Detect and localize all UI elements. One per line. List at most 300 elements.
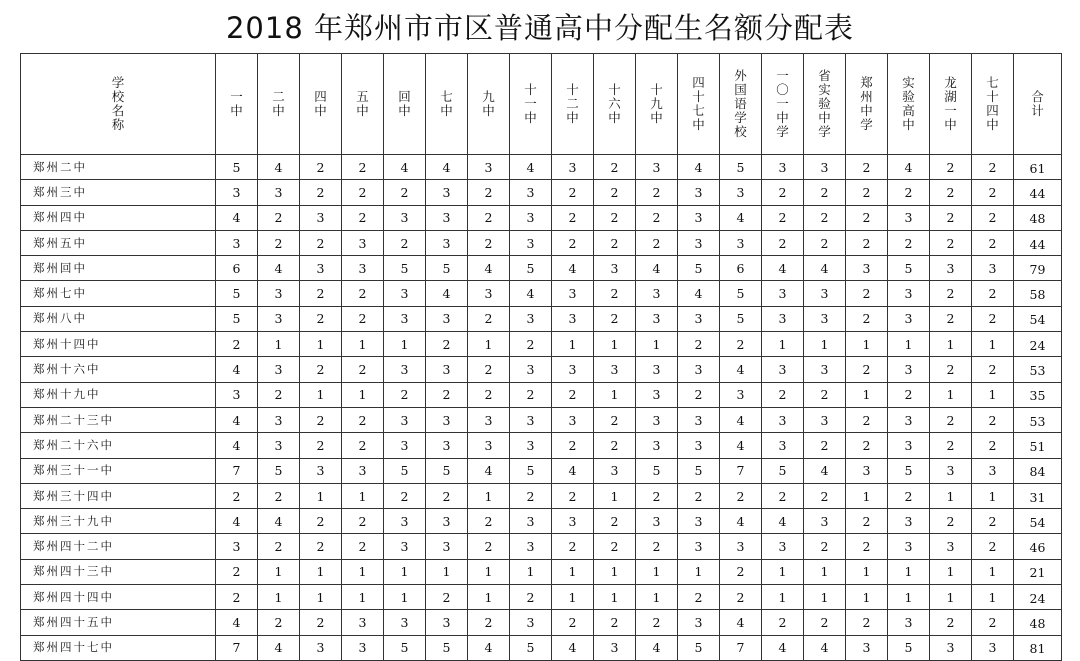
quota-cell: 3 [678,180,720,205]
quota-cell: 5 [510,256,552,281]
quota-cell: 3 [426,205,468,230]
quota-cell: 2 [594,281,636,306]
quota-cell: 2 [594,205,636,230]
quota-cell: 2 [300,230,342,255]
total-cell: 58 [1014,281,1062,306]
quota-cell: 3 [510,205,552,230]
quota-cell: 2 [930,509,972,534]
quota-cell: 3 [972,458,1014,483]
column-header: 实验高中 [888,54,930,155]
quota-cell: 5 [636,458,678,483]
quota-cell: 6 [720,256,762,281]
school-name-cell: 郑州七中 [21,281,216,306]
quota-cell: 1 [930,483,972,508]
quota-cell: 3 [384,509,426,534]
quota-cell: 1 [972,382,1014,407]
table-row [21,230,1062,255]
quota-cell: 1 [468,332,510,357]
quota-cell: 1 [636,585,678,610]
quota-cell: 2 [510,483,552,508]
quota-cell: 2 [930,281,972,306]
column-header: 外国语学校 [720,54,762,155]
table-body [21,155,1062,661]
quota-cell: 2 [972,433,1014,458]
quota-cell: 6 [216,256,258,281]
quota-cell: 4 [552,256,594,281]
quota-cell: 2 [594,610,636,635]
quota-cell: 2 [972,205,1014,230]
quota-cell: 1 [342,483,384,508]
quota-cell: 3 [720,382,762,407]
quota-cell: 2 [678,585,720,610]
quota-cell: 3 [258,180,300,205]
quota-cell: 4 [258,635,300,660]
quota-cell: 5 [888,256,930,281]
quota-cell: 3 [636,306,678,331]
quota-cell: 2 [636,230,678,255]
quota-cell: 1 [636,332,678,357]
quota-cell: 3 [426,180,468,205]
total-cell: 84 [1014,458,1062,483]
total-cell: 81 [1014,635,1062,660]
quota-cell: 2 [930,230,972,255]
quota-cell: 2 [636,180,678,205]
quota-cell: 1 [258,559,300,584]
quota-cell: 2 [594,230,636,255]
school-name-cell: 郑州二十六中 [21,433,216,458]
quota-cell: 2 [594,155,636,180]
quota-cell: 2 [972,306,1014,331]
quota-cell: 3 [804,407,846,432]
quota-cell: 3 [468,407,510,432]
quota-cell: 2 [342,534,384,559]
quota-cell: 2 [594,433,636,458]
quota-cell: 1 [426,559,468,584]
quota-cell: 2 [258,205,300,230]
quota-cell: 4 [510,155,552,180]
total-cell: 44 [1014,230,1062,255]
quota-cell: 3 [258,306,300,331]
school-name-cell: 郑州三十一中 [21,458,216,483]
quota-cell: 4 [216,357,258,382]
quota-cell: 2 [972,407,1014,432]
quota-cell: 2 [552,205,594,230]
quota-cell: 2 [930,407,972,432]
quota-cell: 1 [552,559,594,584]
total-cell: 61 [1014,155,1062,180]
quota-cell: 2 [552,433,594,458]
quota-cell: 1 [888,585,930,610]
quota-cell: 2 [888,483,930,508]
quota-cell: 3 [300,458,342,483]
school-name-cell: 郑州二十三中 [21,407,216,432]
quota-cell: 3 [384,610,426,635]
school-name-cell: 郑州四十四中 [21,585,216,610]
quota-cell: 1 [552,332,594,357]
quota-cell: 2 [762,230,804,255]
quota-cell: 4 [762,256,804,281]
quota-cell: 4 [468,458,510,483]
quota-cell: 1 [972,483,1014,508]
quota-cell: 4 [426,155,468,180]
school-name-cell: 郑州八中 [21,306,216,331]
quota-cell: 1 [594,332,636,357]
quota-cell: 4 [636,256,678,281]
school-name-cell: 郑州四十五中 [21,610,216,635]
quota-cell: 3 [426,407,468,432]
total-cell: 31 [1014,483,1062,508]
quota-cell: 3 [678,306,720,331]
quota-cell: 3 [636,382,678,407]
table-row [21,458,1062,483]
quota-cell: 5 [216,281,258,306]
quota-cell: 3 [258,433,300,458]
quota-cell: 2 [426,382,468,407]
quota-cell: 3 [552,357,594,382]
quota-cell: 3 [636,433,678,458]
quota-cell: 2 [300,509,342,534]
quota-cell: 5 [258,458,300,483]
column-header: 十一中 [510,54,552,155]
school-name-cell: 郑州三十九中 [21,509,216,534]
quota-cell: 5 [384,458,426,483]
quota-cell: 2 [972,155,1014,180]
quota-cell: 3 [888,205,930,230]
quota-cell: 2 [258,610,300,635]
quota-cell: 1 [804,559,846,584]
quota-cell: 3 [762,306,804,331]
quota-cell: 5 [510,635,552,660]
quota-cell: 3 [762,155,804,180]
quota-cell: 3 [678,509,720,534]
quota-cell: 2 [552,534,594,559]
quota-cell: 2 [930,610,972,635]
quota-cell: 4 [468,635,510,660]
quota-cell: 4 [258,509,300,534]
table-row [21,256,1062,281]
quota-cell: 3 [594,357,636,382]
quota-cell: 2 [468,357,510,382]
total-cell: 35 [1014,382,1062,407]
school-name-cell: 郑州四十二中 [21,534,216,559]
quota-cell: 3 [426,306,468,331]
quota-cell: 3 [678,610,720,635]
total-cell: 54 [1014,509,1062,534]
quota-cell: 3 [678,230,720,255]
quota-cell: 3 [804,357,846,382]
quota-cell: 1 [846,382,888,407]
quota-cell: 3 [384,306,426,331]
column-header: 四十七中 [678,54,720,155]
quota-cell: 3 [426,534,468,559]
quota-cell: 2 [342,357,384,382]
quota-cell: 2 [342,155,384,180]
quota-cell: 1 [594,483,636,508]
quota-cell: 3 [678,205,720,230]
quota-cell: 2 [846,230,888,255]
quota-cell: 3 [510,306,552,331]
quota-cell: 3 [342,256,384,281]
quota-cell: 4 [804,635,846,660]
quota-cell: 3 [678,534,720,559]
quota-cell: 2 [468,534,510,559]
quota-cell: 3 [552,509,594,534]
quota-cell: 3 [384,433,426,458]
quota-cell: 2 [678,483,720,508]
quota-cell: 2 [804,205,846,230]
quota-cell: 2 [426,332,468,357]
table-row [21,407,1062,432]
quota-cell: 2 [468,230,510,255]
quota-cell: 3 [804,509,846,534]
quota-cell: 2 [972,610,1014,635]
quota-cell: 3 [846,256,888,281]
quota-cell: 2 [342,433,384,458]
column-header: 一中 [216,54,258,155]
quota-cell: 5 [426,458,468,483]
total-header: 合计 [1014,54,1062,155]
quota-cell: 3 [300,256,342,281]
school-name-cell: 郑州三中 [21,180,216,205]
quota-table [20,53,1062,661]
quota-cell: 4 [678,281,720,306]
quota-cell: 1 [594,559,636,584]
table-row [21,534,1062,559]
quota-cell: 2 [720,559,762,584]
school-name-cell: 郑州十九中 [21,382,216,407]
quota-cell: 3 [720,534,762,559]
quota-cell: 3 [342,458,384,483]
table-row [21,155,1062,180]
total-cell: 51 [1014,433,1062,458]
quota-cell: 2 [804,534,846,559]
quota-cell: 1 [258,585,300,610]
page-title: 2018 年郑州市市区普通高中分配生名额分配表 [225,11,855,45]
quota-cell: 5 [510,458,552,483]
quota-cell: 2 [342,281,384,306]
quota-cell: 2 [972,230,1014,255]
quota-cell: 3 [552,306,594,331]
table-row [21,306,1062,331]
quota-cell: 1 [762,559,804,584]
quota-cell: 2 [384,483,426,508]
quota-cell: 2 [678,332,720,357]
quota-cell: 1 [384,332,426,357]
header-row [21,54,1062,155]
quota-cell: 7 [216,635,258,660]
total-cell: 48 [1014,610,1062,635]
quota-cell: 3 [636,281,678,306]
quota-cell: 3 [510,407,552,432]
quota-cell: 1 [300,483,342,508]
table-row [21,585,1062,610]
quota-cell: 1 [258,332,300,357]
quota-cell: 5 [888,635,930,660]
quota-cell: 1 [468,559,510,584]
quota-cell: 1 [846,332,888,357]
quota-cell: 3 [930,534,972,559]
quota-cell: 2 [804,483,846,508]
quota-cell: 5 [384,635,426,660]
quota-cell: 3 [930,458,972,483]
school-name-cell: 郑州二中 [21,155,216,180]
quota-cell: 2 [762,180,804,205]
quota-cell: 2 [720,585,762,610]
quota-cell: 4 [762,635,804,660]
quota-cell: 2 [636,483,678,508]
quota-cell: 1 [384,585,426,610]
quota-cell: 2 [972,180,1014,205]
quota-cell: 1 [930,382,972,407]
quota-cell: 3 [762,357,804,382]
quota-cell: 3 [426,357,468,382]
quota-cell: 2 [762,610,804,635]
quota-cell: 1 [972,332,1014,357]
table-row [21,559,1062,584]
quota-cell: 1 [510,559,552,584]
quota-cell: 1 [762,332,804,357]
column-header: 二中 [258,54,300,155]
quota-cell: 1 [930,585,972,610]
column-header: 十九中 [636,54,678,155]
quota-cell: 4 [510,281,552,306]
quota-cell: 3 [552,281,594,306]
quota-cell: 3 [762,534,804,559]
quota-cell: 3 [636,357,678,382]
quota-cell: 3 [636,407,678,432]
quota-cell: 2 [342,180,384,205]
quota-cell: 2 [426,483,468,508]
quota-cell: 3 [678,407,720,432]
quota-cell: 4 [426,281,468,306]
quota-cell: 2 [972,534,1014,559]
quota-cell: 1 [594,382,636,407]
quota-cell: 5 [216,306,258,331]
table-row [21,332,1062,357]
quota-cell: 3 [510,433,552,458]
quota-cell: 2 [594,407,636,432]
quota-cell: 4 [384,155,426,180]
quota-cell: 4 [720,610,762,635]
quota-cell: 1 [636,559,678,584]
quota-cell: 2 [342,509,384,534]
quota-cell: 2 [552,230,594,255]
column-header: 四中 [300,54,342,155]
quota-cell: 2 [342,306,384,331]
quota-cell: 3 [972,256,1014,281]
quota-cell: 3 [426,509,468,534]
table-row [21,433,1062,458]
quota-cell: 3 [888,407,930,432]
quota-cell: 3 [510,610,552,635]
total-cell: 24 [1014,585,1062,610]
column-header: 七十四中 [972,54,1014,155]
quota-cell: 4 [720,407,762,432]
quota-cell: 2 [846,407,888,432]
quota-cell: 2 [762,483,804,508]
quota-cell: 5 [426,256,468,281]
quota-cell: 2 [216,559,258,584]
quota-cell: 3 [426,433,468,458]
quota-cell: 1 [342,382,384,407]
quota-cell: 4 [804,458,846,483]
table-row [21,357,1062,382]
quota-cell: 3 [510,180,552,205]
quota-cell: 4 [216,407,258,432]
quota-cell: 5 [384,256,426,281]
quota-cell: 2 [846,534,888,559]
quota-cell: 2 [216,483,258,508]
quota-cell: 3 [594,256,636,281]
quota-cell: 1 [468,483,510,508]
school-name-cell: 郑州四十七中 [21,635,216,660]
quota-cell: 2 [972,509,1014,534]
total-cell: 79 [1014,256,1062,281]
quota-cell: 2 [846,155,888,180]
quota-cell: 3 [762,407,804,432]
quota-cell: 2 [930,155,972,180]
quota-cell: 2 [930,180,972,205]
total-cell: 53 [1014,357,1062,382]
quota-cell: 3 [762,281,804,306]
quota-cell: 2 [300,610,342,635]
quota-cell: 1 [552,585,594,610]
quota-cell: 3 [972,635,1014,660]
quota-cell: 2 [846,205,888,230]
quota-cell: 3 [384,281,426,306]
quota-cell: 3 [342,635,384,660]
table-row [21,205,1062,230]
quota-cell: 3 [846,635,888,660]
quota-cell: 3 [888,281,930,306]
quota-cell: 2 [468,382,510,407]
table-row [21,509,1062,534]
column-header: 省实验中学 [804,54,846,155]
quota-cell: 3 [468,281,510,306]
quota-cell: 1 [300,332,342,357]
quota-cell: 5 [720,306,762,331]
quota-cell: 2 [636,610,678,635]
quota-cell: 3 [468,155,510,180]
quota-cell: 2 [804,230,846,255]
quota-cell: 2 [384,230,426,255]
quota-cell: 2 [930,306,972,331]
quota-cell: 1 [972,559,1014,584]
quota-cell: 3 [216,180,258,205]
quota-cell: 1 [342,332,384,357]
quota-cell: 2 [216,585,258,610]
total-cell: 24 [1014,332,1062,357]
quota-cell: 3 [888,534,930,559]
quota-cell: 1 [300,382,342,407]
quota-cell: 3 [426,610,468,635]
quota-cell: 3 [216,534,258,559]
quota-cell: 3 [384,534,426,559]
quota-cell: 4 [552,635,594,660]
quota-cell: 2 [594,509,636,534]
quota-cell: 4 [216,433,258,458]
table-row [21,180,1062,205]
quota-cell: 1 [594,585,636,610]
school-name-cell: 郑州五中 [21,230,216,255]
quota-cell: 3 [384,407,426,432]
quota-cell: 3 [594,458,636,483]
quota-cell: 2 [510,332,552,357]
quota-cell: 2 [510,382,552,407]
column-header: 回中 [384,54,426,155]
quota-cell: 2 [846,306,888,331]
quota-cell: 3 [720,230,762,255]
